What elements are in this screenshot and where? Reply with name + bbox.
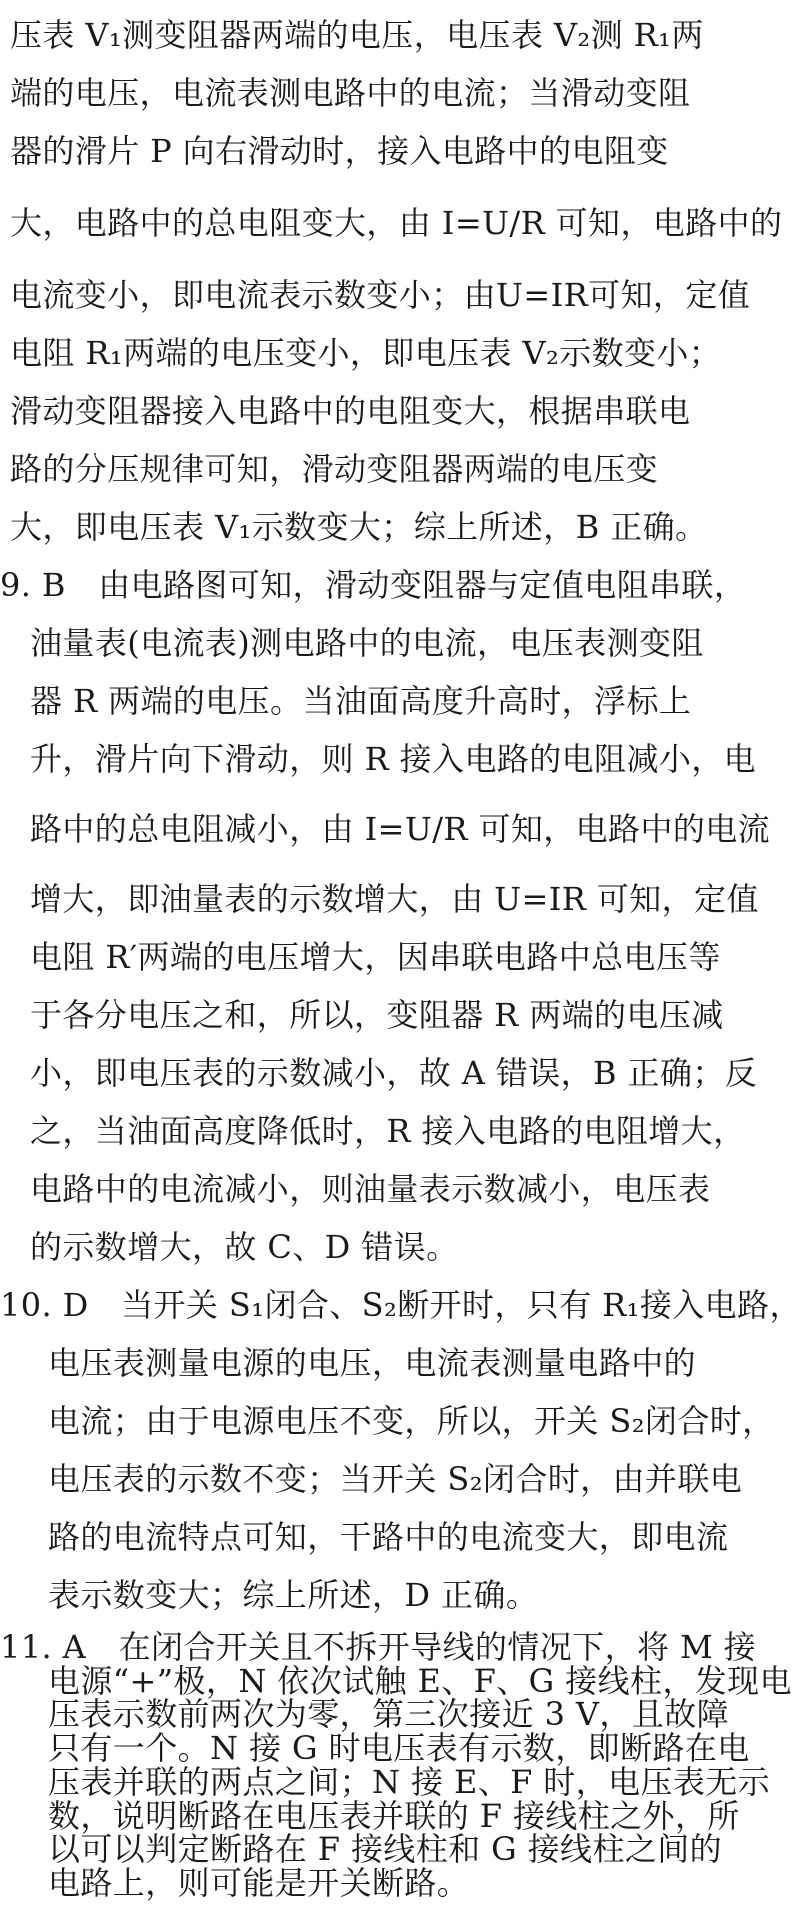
text-line: 路的分压规律可知，滑动变阻器两端的电压变 <box>10 450 659 488</box>
text-line: 压表 V₁测变阻器两端的电压，电压表 V₂测 R₁两 <box>10 16 704 54</box>
text-line: 电路中的电流减小，则油量表示数减小，电压表 <box>30 1170 711 1208</box>
text-line: 器的滑片 P 向右滑动时，接入电路中的电阻变 <box>10 132 669 170</box>
text-line: 电压表的示数不变；当开关 S₂闭合时，由并联电 <box>48 1460 743 1498</box>
text-line: 于各分电压之和，所以，变阻器 R 两端的电压减 <box>30 996 724 1034</box>
text-line: 路中的总电阻减小，由 I=U/R 可知，电路中的电流 <box>30 810 771 848</box>
text-line: 器 R 两端的电压。当油面高度升高时，浮标上 <box>30 682 692 720</box>
text-line: 的示数增大，故 C、D 错误。 <box>30 1228 459 1266</box>
answer-10-first-line: 10. D 当开关 S₁闭合、S₂断开时，只有 R₁接入电路， <box>0 1286 802 1324</box>
text-line: 以可以判定断路在 F 接线柱和 G 接线柱之间的 <box>48 1830 723 1869</box>
text-line: 端的电压，电流表测电路中的电流；当滑动变阻 <box>10 74 691 112</box>
text-line: 增大，即油量表的示数增大，由 U=IR 可知，定值 <box>30 880 759 918</box>
text-line: 压表示数前两次为零，第三次接近 3 V，且故障 <box>48 1695 730 1734</box>
text-line: 电阻 R′两端的电压增大，因串联电路中总电压等 <box>30 938 721 976</box>
text-line: 小，即电压表的示数减小，故 A 错误，B 正确；反 <box>30 1054 758 1092</box>
text-line: 大，即电压表 V₁示数变大；综上所述，B 正确。 <box>10 508 708 546</box>
text-line: 数，说明断路在电压表并联的 F 接线柱之外，所 <box>48 1796 740 1835</box>
answer-9-first-line: 9. B 由电路图可知，滑动变阻器与定值电阻串联， <box>0 566 747 604</box>
text-line: 电压表测量电源的电压，电流表测量电路中的 <box>48 1344 697 1382</box>
text-line: 之，当油面高度降低时，R 接入电路的电阻增大， <box>30 1112 746 1150</box>
text-line: 表示数变大；综上所述，D 正确。 <box>48 1576 539 1614</box>
text-line: 电源“+”极，N 依次试触 E、F、G 接线柱，发现电 <box>48 1661 792 1700</box>
text-line: 油量表(电流表)测电路中的电流，电压表测变阻 <box>30 624 704 662</box>
text-line: 电阻 R₁两端的电压变小，即电压表 V₂示数变小； <box>10 334 722 372</box>
text-line: 路的电流特点可知，干路中的电流变大，即电流 <box>48 1518 729 1556</box>
text-line: 电流；由于电源电压不变，所以，开关 S₂闭合时， <box>48 1402 775 1440</box>
text-line: 电路上，则可能是开关断路。 <box>48 1864 470 1902</box>
text-line: 滑动变阻器接入电路中的电阻变大，根据串联电 <box>10 392 691 430</box>
text-line: 压表并联的两点之间；N 接 E、F 时，电压表无示 <box>48 1762 771 1801</box>
answer-11-first-line: 11. A 在闭合开关且不拆开导线的情况下，将 M 接 <box>0 1628 757 1666</box>
text-line: 只有一个。N 接 G 时电压表有示数，即断路在电 <box>48 1729 750 1768</box>
text-line: 电流变小，即电流表示数变小；由U=IR可知，定值 <box>10 276 751 314</box>
text-line: 大，电路中的总电阻变大，由 I=U/R 可知，电路中的 <box>10 204 783 242</box>
text-line: 升，滑片向下滑动，则 R 接入电路的电阻减小，电 <box>30 740 757 778</box>
